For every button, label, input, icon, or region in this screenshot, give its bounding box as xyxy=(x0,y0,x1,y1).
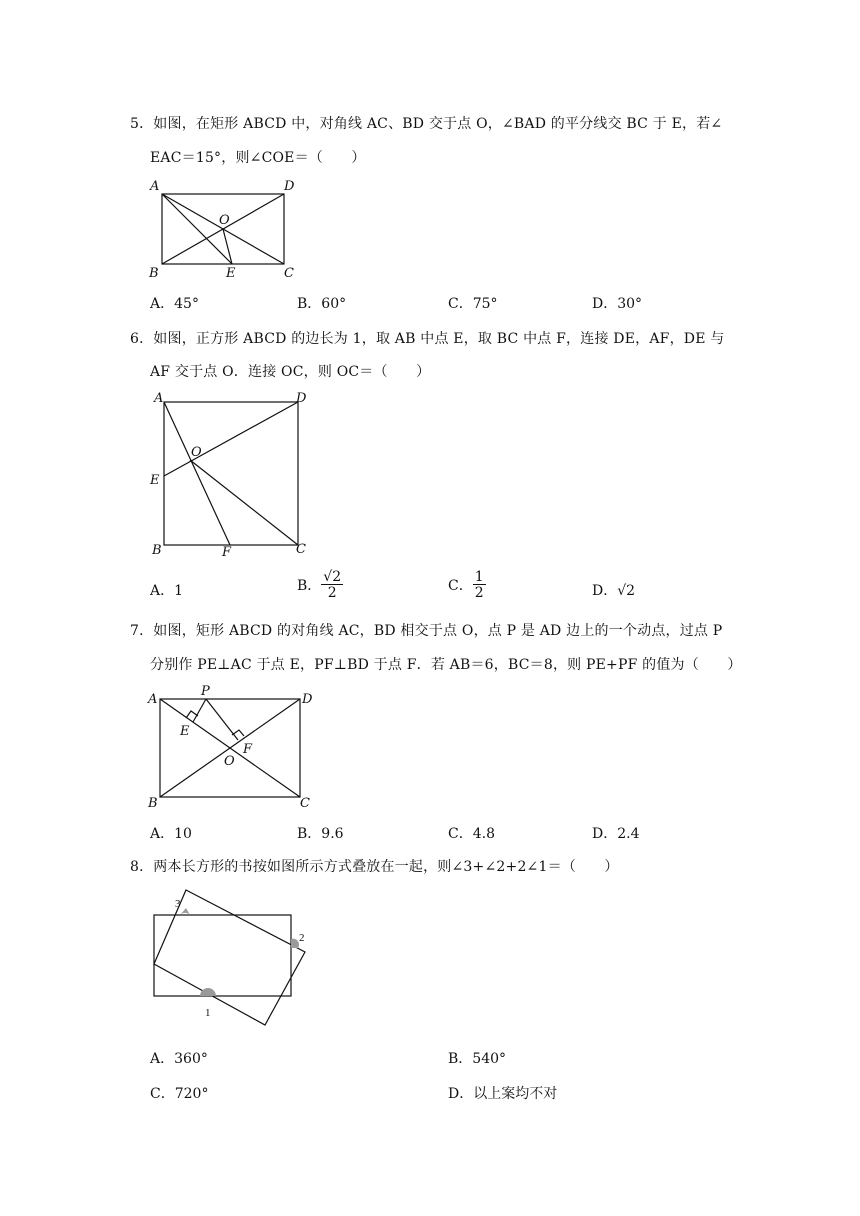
q6-label-b: B xyxy=(152,543,162,558)
q6-label-a: A xyxy=(154,391,164,406)
q5-label-o: O xyxy=(219,213,230,228)
q7-option-d[interactable]: D．2.4 xyxy=(592,826,640,842)
q7-label-b: B xyxy=(148,796,158,811)
q7-label-d: D xyxy=(302,692,313,707)
q6-label-e: E xyxy=(150,473,160,488)
q8-label-2: 2 xyxy=(299,932,305,944)
q5-option-b[interactable]: B．60° xyxy=(297,296,347,312)
q6-figure xyxy=(146,390,316,560)
q5-stem-line1: 5．如图，在矩形 ABCD 中，对角线 AC、BD 交于点 O，∠BAD 的平分线交 BC 于 E，若∠ xyxy=(130,116,723,132)
q7-figure xyxy=(146,683,326,813)
q6-stem-line2: AF 交于点 O．连接 OC，则 OC＝（ ） xyxy=(150,364,431,380)
q5-option-d[interactable]: D．30° xyxy=(592,296,643,312)
q7-option-b[interactable]: B．9.6 xyxy=(297,826,344,842)
q8-label-1: 1 xyxy=(205,1007,211,1019)
q5-label-b: B xyxy=(149,266,159,281)
q5-label-d: D xyxy=(284,179,295,194)
q6-option-c[interactable]: C． $\frac{1}{2}$ xyxy=(448,569,484,601)
q8-stem: 8．两本长方形的书按如图所示方式叠放在一起，则∠3+∠2+2∠1＝（ ） xyxy=(130,859,619,875)
q5-stem-line2: EAC＝15°，则∠COE＝（ ） xyxy=(150,150,366,166)
q5-figure xyxy=(148,176,308,281)
angle-2-mark xyxy=(291,939,299,948)
angle-3-mark xyxy=(180,908,190,915)
q5-option-a[interactable]: A．45° xyxy=(150,296,199,312)
q7-stem-line1: 7．如图，矩形 ABCD 的对角线 AC，BD 相交于点 O，点 P 是 AD 边上的一个动点，过点 P xyxy=(130,623,723,639)
q8-option-d[interactable]: D．以上案均不对 xyxy=(448,1086,558,1102)
q6-label-d: D xyxy=(296,391,307,406)
q6-option-b[interactable]: B． $\frac{√2}{2}$ xyxy=(297,569,342,601)
q6-label-f: F xyxy=(222,545,232,560)
q6-option-c-fraction: $\frac{1}{2}$ xyxy=(474,569,484,601)
q8-option-c[interactable]: C．720° xyxy=(150,1086,209,1102)
q5-label-e: E xyxy=(226,266,236,281)
q7-label-e: E xyxy=(180,724,190,739)
q6-option-d[interactable]: D．√2 xyxy=(592,583,636,599)
q7-label-f: F xyxy=(243,742,253,757)
q8-option-b[interactable]: B．540° xyxy=(448,1051,507,1067)
q6-stem-line1: 6．如图，正方形 ABCD 的边长为 1，取 AB 中点 E，取 BC 中点 F，连接 DE，AF，DE 与 xyxy=(130,331,725,347)
q7-option-c[interactable]: C．4.8 xyxy=(448,826,495,842)
q8-label-3: 3 xyxy=(175,898,181,910)
q7-label-p: P xyxy=(201,684,210,699)
q7-stem-line2: 分别作 PE⊥AC 于点 E，PF⊥BD 于点 F．若 AB＝6，BC＝8，则 PE+PF 的值为（ ） xyxy=(150,657,742,673)
q7-label-c: C xyxy=(300,796,310,811)
q7-label-o: O xyxy=(224,754,235,769)
q5-label-a: A xyxy=(150,179,160,194)
q6-option-b-fraction: $\frac{√2}{2}$ xyxy=(323,569,342,601)
q5-label-c: C xyxy=(284,266,294,281)
q6-label-c: C xyxy=(296,542,306,557)
q5-option-c[interactable]: C．75° xyxy=(448,296,498,312)
q6-option-a[interactable]: A．1 xyxy=(150,583,184,599)
angle-1-mark xyxy=(200,988,216,996)
q7-label-a: A xyxy=(148,692,158,707)
q8-figure xyxy=(140,888,320,1038)
q8-option-a[interactable]: A．360° xyxy=(150,1051,208,1067)
q6-label-o: O xyxy=(191,445,202,460)
q7-option-a[interactable]: A．10 xyxy=(150,826,192,842)
